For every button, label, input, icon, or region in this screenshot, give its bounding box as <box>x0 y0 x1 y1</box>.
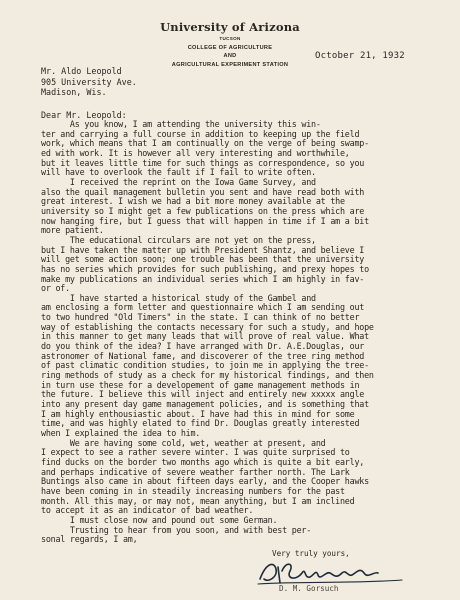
body-line: to accept it as an indicator of bad weather. <box>41 505 254 516</box>
body-line: university so I might get a few publications on the press which are <box>41 205 365 216</box>
letterhead-university: University of Arizona <box>160 20 300 34</box>
body-line: will have to overlook the fault if I fail to write often. <box>41 167 316 178</box>
letterhead-city: TUCSON <box>219 36 241 41</box>
body-line: or of. <box>41 283 70 294</box>
body-line: ter and carrying a full course in addition to keeping up the field <box>41 128 360 139</box>
body-line: in this manner to get many leads that will prove of real value. What <box>41 331 369 342</box>
recipient-line: Mr. Aldo Leopold <box>41 66 122 76</box>
body-line: the future. I believe this will inject and entirely new xxxxx angle <box>41 389 365 400</box>
body-line: in turn use these for a developement of game management methods in <box>41 379 360 390</box>
body-line: I received the reprint on the Iowa Game Survey, and <box>41 176 316 187</box>
body-line: have been coming in in steadily increasing numbers for the past <box>41 485 345 496</box>
letter-date: October 21, 1932 <box>315 51 405 61</box>
letterhead <box>0 20 460 69</box>
body-line: way of establishing the contacts necessary for such a study, and hope <box>41 321 374 332</box>
body-line: am enclosing a form letter and questionnaire which I am sending out <box>41 302 365 313</box>
body-line: month. All this may, or may not, mean anything, but I am inclined <box>41 495 355 506</box>
body-line: now hanging fire, but I guess that will happen in time if I am a bit <box>41 215 369 226</box>
body-line: As you know, I am attending the university this win- <box>41 119 321 129</box>
body-line: great interest. I wish we had a bit more money available at the <box>41 196 345 207</box>
letterhead-line-3: AGRICULTURAL EXPERIMENT STATION <box>171 61 289 68</box>
body-line: do you think of the idea? I have arranged with Dr. A.E.Douglas, our <box>41 341 365 352</box>
body-line: will get some action soon; one trouble has been that the university <box>41 254 365 265</box>
body-line: but it leaves little time for such things as correspondence, so you <box>41 157 365 168</box>
body-line: We are having some cold, wet, weather at present, and <box>41 437 326 448</box>
body-line: work, which means that I am continually on the verge of being swamp- <box>41 138 369 149</box>
body-line: more patient. <box>41 225 104 236</box>
salutation: Dear Mr. Leopold: <box>41 110 127 120</box>
body-line: ed with work. It is however all very interesting and worthwhile, <box>41 147 350 158</box>
body-line: Buntings also came in about fifteen days early, and the Cooper hawks <box>41 476 369 487</box>
recipient-address <box>41 66 137 98</box>
recipient-line: 905 University Ave. <box>41 76 137 87</box>
body-line: I must close now and pound out some German. <box>41 514 278 525</box>
body-line: of past climatic condition studies, to join me in applying the tree- <box>41 360 369 371</box>
body-line: ring methods of study as a check for my historical findings, and then <box>41 370 374 381</box>
body-line: has no series which provides for such publishing, and prexy hopes to <box>41 263 369 274</box>
body-line: Trusting to hear from you soon, and with best per- <box>41 524 312 535</box>
letterhead-line-2: AND <box>223 53 237 59</box>
letter-body <box>41 120 459 545</box>
body-line: but I have taken the matter up with President Shantz, and believe I <box>41 244 365 255</box>
body-line: when I explained the idea to him. <box>41 428 201 438</box>
recipient-line: Madison, Wis. <box>41 87 107 97</box>
body-line: I expect to see a rather severe winter. I was quite surprised to <box>41 447 350 458</box>
signature <box>256 557 406 587</box>
typed-name: D. M. Gorsuch <box>279 584 339 593</box>
body-line: The educational circulars are not yet on the press, <box>41 234 316 245</box>
closing: Very truly yours, <box>272 549 350 558</box>
body-line: I have started a historical study of the Gambel and <box>41 292 316 303</box>
letterhead-line-1: COLLEGE OF AGRICULTURE <box>187 44 273 51</box>
body-line: make my publications an individual series which I am highly in fav- <box>41 273 365 284</box>
body-line: find ducks on the border two months ago which is quite a bit early, <box>41 456 365 467</box>
body-line: sonal regards, I am, <box>41 534 138 545</box>
body-line: also the quail management bulletin you sent and have read both with <box>41 186 365 197</box>
body-line: time, and was highly elated to find Dr. Douglas greatly interested <box>41 418 360 429</box>
body-line: to two hundred "Old Timers" in the state. I can think of no better <box>41 312 360 323</box>
body-line: and perhaps indicative of severe weather farther north. The Lark <box>41 466 350 477</box>
body-line: I am highly enthousiastic about. I have had this in mind for some <box>41 408 355 419</box>
body-line: into any present day game management policies, and is something that <box>41 399 369 410</box>
body-line: astronomer of National fame, and discoverer of the tree ring method <box>41 350 365 361</box>
